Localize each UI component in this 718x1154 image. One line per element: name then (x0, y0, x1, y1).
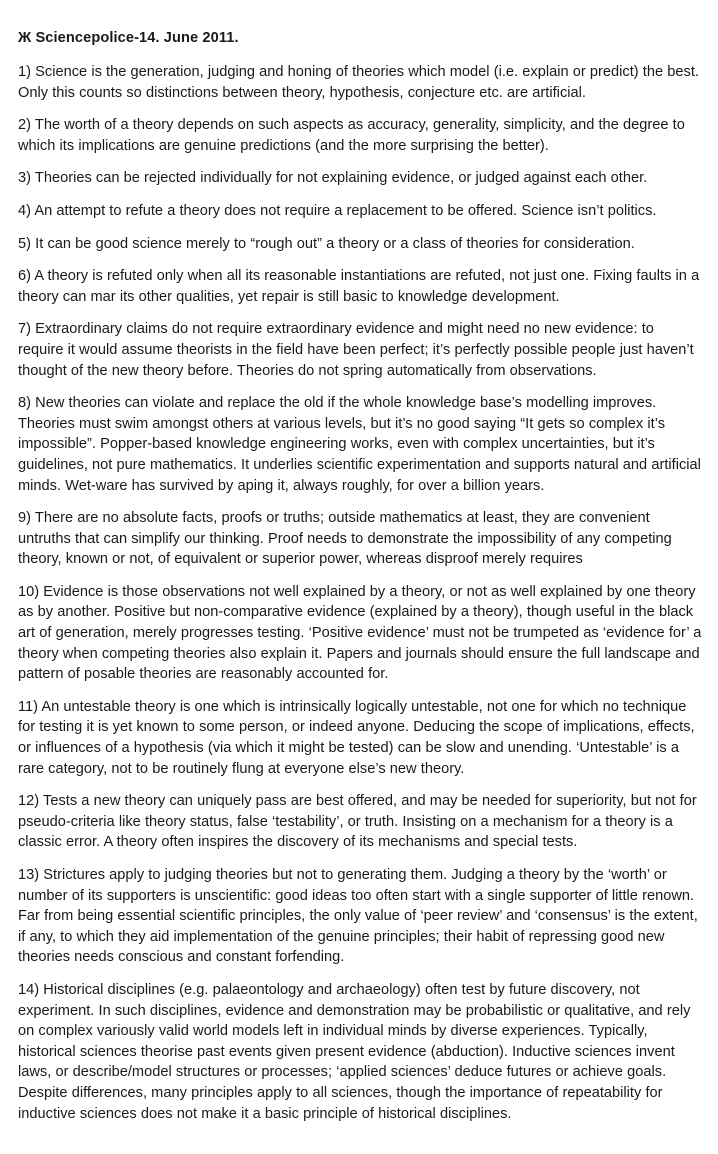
principle-item: 14) Historical disciplines (e.g. palaeontology and archaeology) often test by future discovery, not experiment. In such disciplines, evidence and demonstration may be probabilistic or qualitative, and rely on complex variously valid world models left in individual minds by diverse experiences. Typically, historical sciences theorise past events given present evidence (abduction). Inductive sciences invent laws, or describe/model structures or processes; ‘applied sciences’ deduce futures or achieve goals. Despite differences, many principles apply to all sciences, though the importance of repeatability for inductive sciences does not make it a basic principle of historical disciplines. (18, 981, 691, 1122)
principle-item: 6) A theory is refuted only when all its reasonable instantiations are refuted, not just one. Fixing faults in a theory can mar its other qualities, yet repair is still basic to knowledge development. (18, 268, 700, 305)
principle-item: 1) Science is the generation, judging and honing of theories which model (i.e. explain or predict) the best. Only this counts so distinctions between theory, hypothesis, conjecture etc. are artificial. (18, 64, 699, 101)
principle-item: 11) An untestable theory is one which is intrinsically logically untestable, not one for which no technique for testing it is yet known to some person, or indeed anyone. Deducing the scope of implications, effects, or influences of a hypothesis (via which it might be tested) can be slow and unending. ‘Untestable’ is a rare category, not to be routinely flung at everyone else’s new theory. (18, 698, 695, 777)
document-title: Ж Sciencepolice-14. June 2011. (18, 30, 239, 46)
principle-item: 2) The worth of a theory depends on such aspects as accuracy, generality, simplicity, and the degree to which its implications are genuine predictions (and the more surprising the better). (18, 117, 685, 154)
principle-item: 5) It can be good science merely to “rough out” a theory or a class of theories for consideration. (18, 235, 635, 252)
principle-item: 12) Tests a new theory can uniquely pass are best offered, and may be needed for superiority, but not for pseudo-criteria like theory status, false ‘testability’, or truth. Insisting on a mechanism for a theory is a classic error. A theory often inspires the discovery of its mechanisms and special tests. (18, 793, 697, 851)
principle-item: 13) Strictures apply to judging theories but not to generating them. Judging a theory by the ‘worth’ or number of its supporters is unscientific: good ideas too often start with a single supporter of little renown. Far from being essential scientific principles, the only value of ‘peer review’ and ‘consensus’ is the extent, if any, to which they aid implementation of the genuine principles; their habit of repressing good new theories needs conscious and constant forfending. (18, 867, 698, 966)
principle-item: 8) New theories can violate and replace the old if the whole knowledge base’s modelling improves. Theories must swim amongst others at various levels, but it’s no good saying “It gets so complex it’s impossible”. Popper-based knowledge engineering works, even with complex uncertainties, but it’s guidelines, not pure mathematics. It underlies scientific experimentation and supports natural and artificial minds. Wet-ware has survived by aping it, always roughly, for over a billion years. (18, 395, 701, 494)
principle-item: 7) Extraordinary claims do not require extraordinary evidence and might need no new evidence: to require it would assume theorists in the field have been perfect; it’s perfectly possible people just haven’t thought of the new theory before. Theories do not spring automatically from observations. (18, 321, 694, 379)
principle-item: 3) Theories can be rejected individually for not explaining evidence, or judged against each other. (18, 170, 648, 187)
principle-item: 10) Evidence is those observations not well explained by a theory, or not as well explained by one theory as by another. Positive but non-comparative evidence (explained by a theory), though useful in the black art of generation, merely progresses testing. ‘Positive evidence’ must not be trumpeted as ‘evidence for’ a theory when competing theories also explain it. Papers and journals should ensure the full landscape and pattern of posable theories are reasonably accounted for. (18, 583, 702, 683)
principle-item: 9) There are no absolute facts, proofs or truths; outside mathematics at least, they are convenient untruths that can simplify our thinking. Proof needs to demonstrate the impossibility of any competing theory, known or not, of equivalent or superior power, whereas disproof merely requires (18, 510, 672, 568)
principles-list (18, 62, 702, 1124)
principle-item: 4) An attempt to refute a theory does not require a replacement to be offered. Science isn’t politics. (18, 202, 657, 219)
